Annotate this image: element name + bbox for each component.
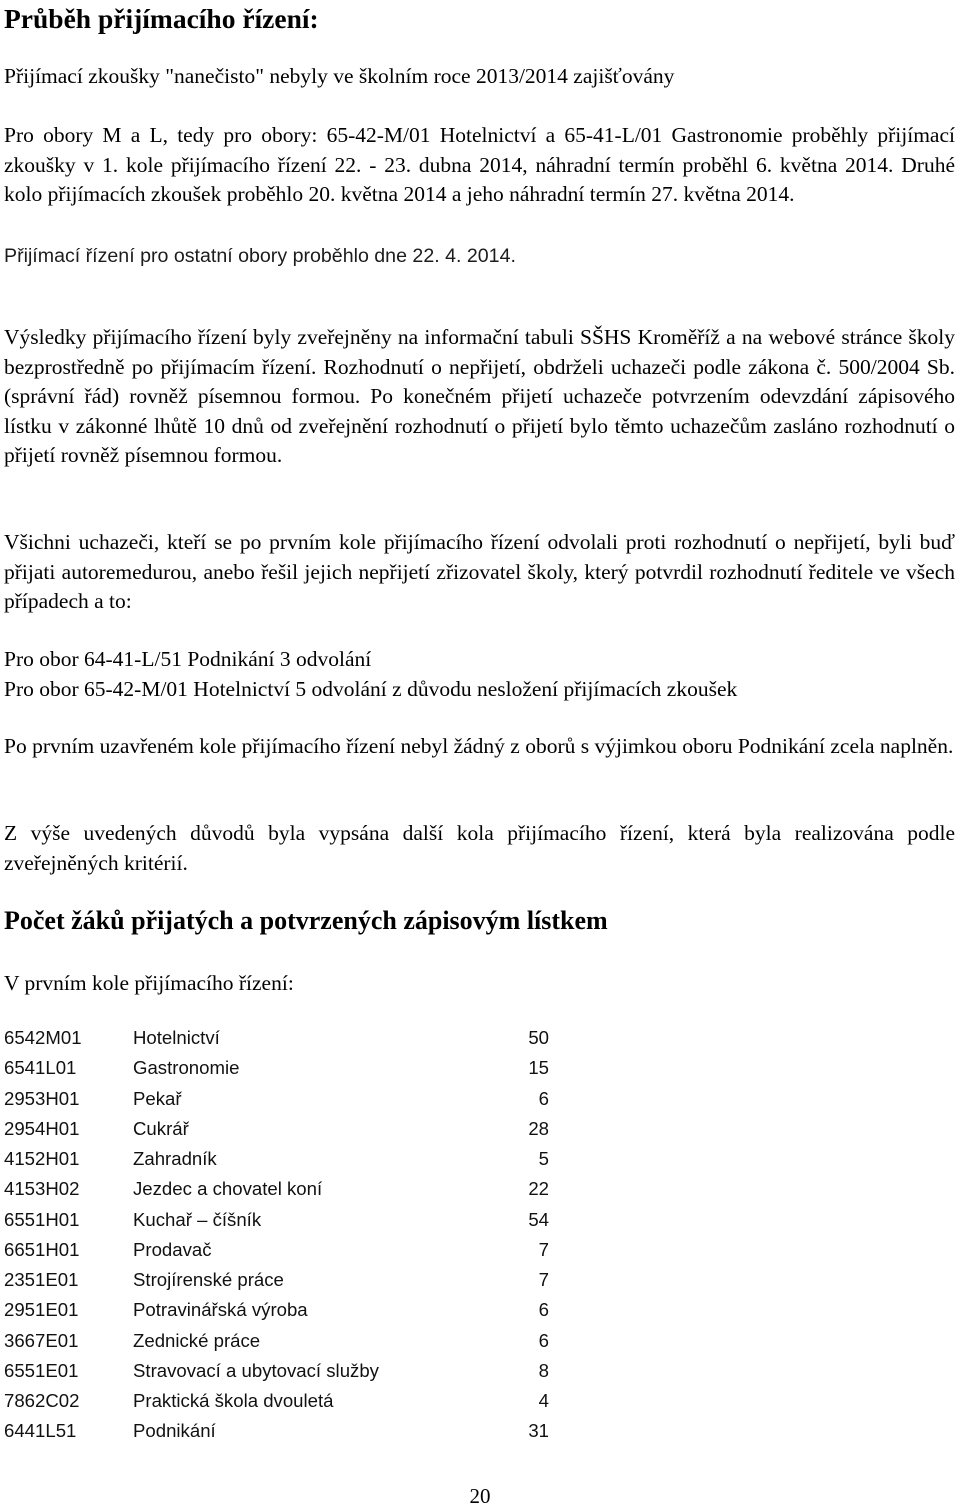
table-row: [4, 1144, 549, 1174]
table-row: [4, 1356, 549, 1386]
appeal-line-podnikani: Pro obor 64-41-L/51 Podnikání 3 odvolání: [4, 647, 372, 671]
table-row: [4, 1174, 549, 1204]
paragraph-results: Výsledky přijímacího řízení byly zveřejněny na informační tabuli SŠHS Kroměříž a na webové stránce školy bezprostředně po přijímacím řízení. Rozhodnutí o nepřijetí, obdrželi uchazeči podle zákona č. 500/2004 Sb. (správní řád) rovněž písemnou formou. Po konečném přijetí uchazeče potvrzením odevzdání zápisového lístku v zákonné lhůtě 10 dnů od zveřejnění rozhodnutí o přijetí bylo těmto uchazečům zasláno rozhodnutí o přijetí rovněž písemnou formou.: [4, 325, 955, 468]
paragraph-exams-ml: Pro obory M a L, tedy pro obory: 65-42-M/01 Hotelnictví a 65-41-L/01 Gastronomie proběhly přijímací zkoušky v 1. kole přijímacího řízení 22. - 23. dubna 2014, náhradní termín proběhl 6. května 2014. Druhé kolo přijímacích zkoušek proběhlo 20. května 2014 a jeho náhradní termín 27. května 2014.: [4, 123, 955, 207]
field-code: 2954H01: [4, 1117, 80, 1139]
field-code: 6551E01: [4, 1359, 79, 1381]
field-code: 4153H02: [4, 1178, 80, 1200]
admitted-count: 6: [538, 1087, 549, 1109]
admitted-count: 15: [528, 1057, 549, 1079]
admitted-count: 6: [538, 1329, 549, 1351]
admitted-count: 22: [528, 1178, 549, 1200]
field-code: 6651H01: [4, 1238, 80, 1260]
field-code: 2951E01: [4, 1299, 79, 1321]
field-name: Prodavač: [133, 1238, 212, 1260]
admitted-count: 7: [538, 1269, 549, 1290]
field-name: Strojírenské práce: [133, 1269, 284, 1290]
admitted-count: 4: [538, 1390, 549, 1411]
field-name: Praktická škola dvouletá: [133, 1390, 334, 1411]
field-name: Potravinářská výroba: [133, 1299, 308, 1321]
table-row: [4, 1235, 549, 1265]
table-row: [4, 1205, 549, 1235]
page-number: 20: [469, 1484, 491, 1508]
field-code: 6541L01: [4, 1057, 77, 1079]
field-name: Gastronomie: [133, 1057, 240, 1079]
paragraph-first-round-closed: Po prvním uzavřeném kole přijímacího řízení nebyl žádný z oborů s výjimkou oboru Podnikání zcela naplněn.: [4, 734, 954, 758]
table-row: [4, 1084, 549, 1114]
field-code: 6441L51: [4, 1420, 77, 1442]
admitted-count: 50: [528, 1027, 549, 1048]
admitted-count: 31: [528, 1420, 549, 1442]
field-code: 3667E01: [4, 1329, 79, 1351]
field-code: 6551H01: [4, 1208, 80, 1230]
paragraph-further-rounds: Z výše uvedených důvodů byla vypsána další kola přijímacího řízení, která byla realizována podle zveřejněných kritérií.: [4, 821, 955, 875]
field-name: Zednické práce: [133, 1329, 261, 1351]
table-row: [4, 1326, 549, 1356]
appeals-list: [4, 645, 955, 704]
field-name: Pekař: [133, 1087, 182, 1109]
table-row: [4, 1265, 549, 1295]
admitted-count: 8: [538, 1359, 549, 1381]
field-code: 6542M01: [4, 1027, 82, 1048]
table-row: [4, 1023, 549, 1053]
admitted-count: 5: [538, 1148, 549, 1169]
field-name: Hotelnictví: [133, 1027, 220, 1048]
field-name: Stravovací a ubytovací služby: [133, 1359, 379, 1381]
field-name: Cukrář: [133, 1117, 189, 1139]
field-name: Jezdec a chovatel koní: [133, 1178, 323, 1200]
section-heading-admission-process: Průběh přijímacího řízení:: [4, 3, 319, 34]
admitted-students-table: [4, 1023, 549, 1447]
table-row: [4, 1053, 549, 1083]
field-code: 2953H01: [4, 1087, 80, 1109]
admitted-count: 7: [538, 1238, 549, 1260]
table-row: [4, 1386, 549, 1416]
field-name: Podnikání: [133, 1420, 216, 1442]
field-code: 4152H01: [4, 1148, 80, 1169]
table-row: [4, 1114, 549, 1144]
field-code: 2351E01: [4, 1269, 79, 1290]
paragraph-first-round-intro: V prvním kole přijímacího řízení:: [4, 971, 294, 995]
paragraph-appeals: Všichni uchazeči, kteří se po prvním kole přijímacího řízení odvolali proti rozhodnutí o nepřijetí, byli buď přijati autoremedurou, anebo řešil jejich nepřijetí zřizovatel školy, který potvrdil rozhodnutí ředitele ve všech případech a to:: [4, 530, 955, 614]
field-code: 7862C02: [4, 1390, 80, 1411]
section-heading-admitted-count: Počet žáků přijatých a potvrzených zápisovým lístkem: [4, 906, 608, 935]
table-row: [4, 1416, 549, 1446]
paragraph-mock-exams: Přijímací zkoušky "nanečisto" nebyly ve školním roce 2013/2014 zajišťovány: [4, 64, 675, 88]
field-name: Kuchař – číšník: [133, 1208, 262, 1230]
paragraph-other-fields: Přijímací řízení pro ostatní obory proběhlo dne 22. 4. 2014.: [4, 245, 516, 267]
field-name: Zahradník: [133, 1148, 217, 1169]
admitted-count: 6: [538, 1299, 549, 1321]
admitted-count: 28: [528, 1117, 549, 1139]
admitted-count: 54: [528, 1208, 549, 1230]
table-row: [4, 1295, 549, 1325]
appeal-line-hotelnictvi: Pro obor 65-42-M/01 Hotelnictví 5 odvolání z důvodu nesložení přijímacích zkoušek: [4, 676, 738, 701]
